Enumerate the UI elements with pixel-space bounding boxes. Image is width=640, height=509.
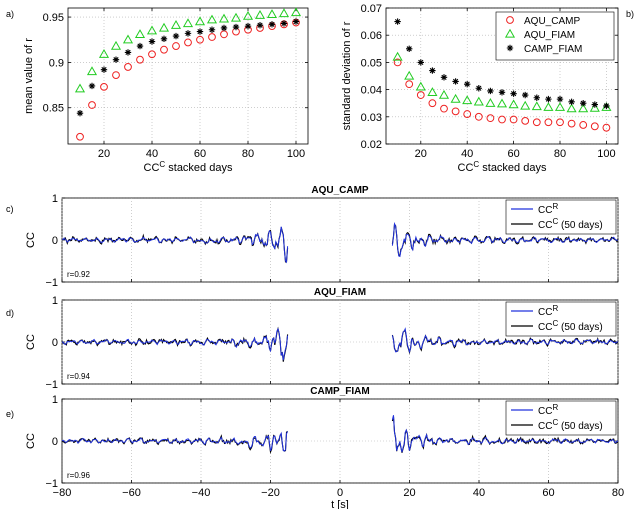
y-tick-label: 0.02 — [360, 139, 382, 151]
x-tick-label: 0 — [336, 487, 344, 499]
data-point-star — [245, 23, 251, 29]
x-tick-label: 20 — [414, 148, 427, 160]
panel-label-c: c) — [6, 204, 14, 214]
data-point-star — [592, 101, 598, 107]
data-point-star — [149, 38, 155, 44]
std-r-chart — [341, 3, 618, 174]
y-tick-label: 0 — [51, 235, 58, 247]
data-point-star — [429, 67, 435, 73]
data-point-star — [233, 24, 239, 30]
y-axis-label: mean value of r — [23, 38, 35, 114]
chart-title: CAMP_FIAM — [310, 386, 370, 397]
mean-r-chart — [23, 8, 308, 174]
data-point-star — [510, 90, 516, 96]
data-point-star — [185, 30, 191, 36]
data-point-star — [418, 59, 424, 65]
x-axis-label: $CC^C$ stacked days — [143, 160, 233, 174]
data-point-star — [197, 28, 203, 34]
x-tick-label: −40 — [191, 487, 211, 499]
x-tick-label: −60 — [122, 487, 141, 499]
data-point-star — [173, 33, 179, 39]
cc-chart-camp-fiam — [25, 386, 624, 509]
y-axis-label: standard deviation of r — [341, 21, 353, 131]
data-point-star — [557, 96, 563, 102]
x-tick-label: 40 — [461, 148, 474, 160]
legend-label: CAMP_FIAM — [524, 44, 583, 55]
y-axis-label: CC — [25, 232, 37, 248]
data-point-star — [534, 95, 540, 101]
panel-label-e: e) — [6, 409, 15, 419]
data-point-star — [580, 100, 586, 106]
x-tick-label: −80 — [52, 487, 72, 499]
chart-title: AQU_FIAM — [313, 287, 367, 298]
y-axis-label: CC — [25, 433, 37, 449]
legend-label: AQU_FIAM — [524, 30, 576, 41]
chart-title: AQU_CAMP — [311, 185, 369, 196]
data-point-star — [603, 103, 609, 109]
r-annotation: r=0.96 — [67, 471, 90, 480]
y-tick-label: 0.05 — [360, 57, 382, 70]
data-point-star — [545, 96, 551, 102]
plot-area — [68, 8, 308, 144]
data-point-star — [89, 83, 95, 89]
y-tick-label: 0.03 — [360, 111, 382, 124]
x-tick-label: 40 — [145, 148, 159, 160]
panel-label-b: b) — [626, 9, 635, 19]
y-tick-label: −1 — [45, 379, 58, 391]
x-tick-label: 80 — [241, 148, 255, 160]
x-tick-label: 100 — [597, 148, 616, 160]
x-tick-label: 60 — [507, 148, 520, 160]
legend-label: AQU_CAMP — [524, 16, 581, 27]
data-point-star — [464, 81, 470, 87]
legend-label: $CC^C$ (50 days) — [538, 418, 603, 432]
y-tick-label: 1 — [51, 394, 58, 406]
cc-chart-aqu-fiam — [25, 287, 618, 391]
y-tick-label: 0 — [51, 436, 58, 448]
y-tick-label: 1 — [51, 193, 58, 205]
data-point-star — [209, 27, 215, 33]
x-tick-label: 80 — [611, 487, 625, 499]
y-tick-label: −1 — [45, 277, 58, 289]
legend-label: $CC^R$ — [538, 304, 559, 318]
x-tick-label: 40 — [472, 487, 486, 499]
x-tick-label: 60 — [542, 487, 555, 499]
data-point-star — [568, 99, 574, 105]
x-tick-label: 20 — [403, 487, 416, 499]
data-point-star — [221, 25, 227, 31]
panel-label-d: d) — [6, 308, 15, 318]
x-tick-label: 80 — [553, 148, 567, 160]
x-tick-label: 100 — [286, 148, 306, 160]
x-axis-label: t [s] — [331, 499, 349, 509]
legend-label: $CC^C$ (50 days) — [538, 217, 603, 231]
y-tick-label: 0.95 — [42, 12, 64, 25]
data-point-star — [101, 66, 107, 72]
r-annotation: r=0.94 — [67, 372, 90, 381]
panel-label-a: a) — [6, 9, 15, 19]
legend-label: $CC^R$ — [538, 403, 559, 417]
x-tick-label: 20 — [97, 148, 111, 160]
data-point-star — [452, 78, 458, 84]
y-axis-label: CC — [25, 334, 37, 350]
legend-label: $CC^R$ — [538, 202, 559, 216]
y-tick-label: −1 — [45, 478, 58, 490]
r-annotation: r=0.92 — [67, 270, 90, 279]
data-point-star — [161, 36, 167, 42]
y-tick-label: 1 — [51, 295, 58, 307]
data-point-star — [476, 85, 482, 91]
y-tick-label: 0 — [51, 337, 58, 349]
x-axis-label: $CC^C$ stacked days — [457, 160, 547, 174]
data-point-star — [137, 43, 143, 49]
y-tick-label: 0.04 — [360, 84, 382, 97]
x-tick-label: 60 — [193, 148, 207, 160]
y-tick-label: 0.06 — [360, 30, 382, 43]
y-tick-label: 0.07 — [360, 3, 382, 15]
y-tick-label: 0.85 — [42, 102, 64, 115]
y-tick-label: 0.9 — [48, 57, 64, 70]
x-tick-label: −20 — [261, 487, 280, 499]
cc-chart-aqu-camp — [25, 185, 618, 289]
legend-label: $CC^C$ (50 days) — [538, 319, 603, 333]
